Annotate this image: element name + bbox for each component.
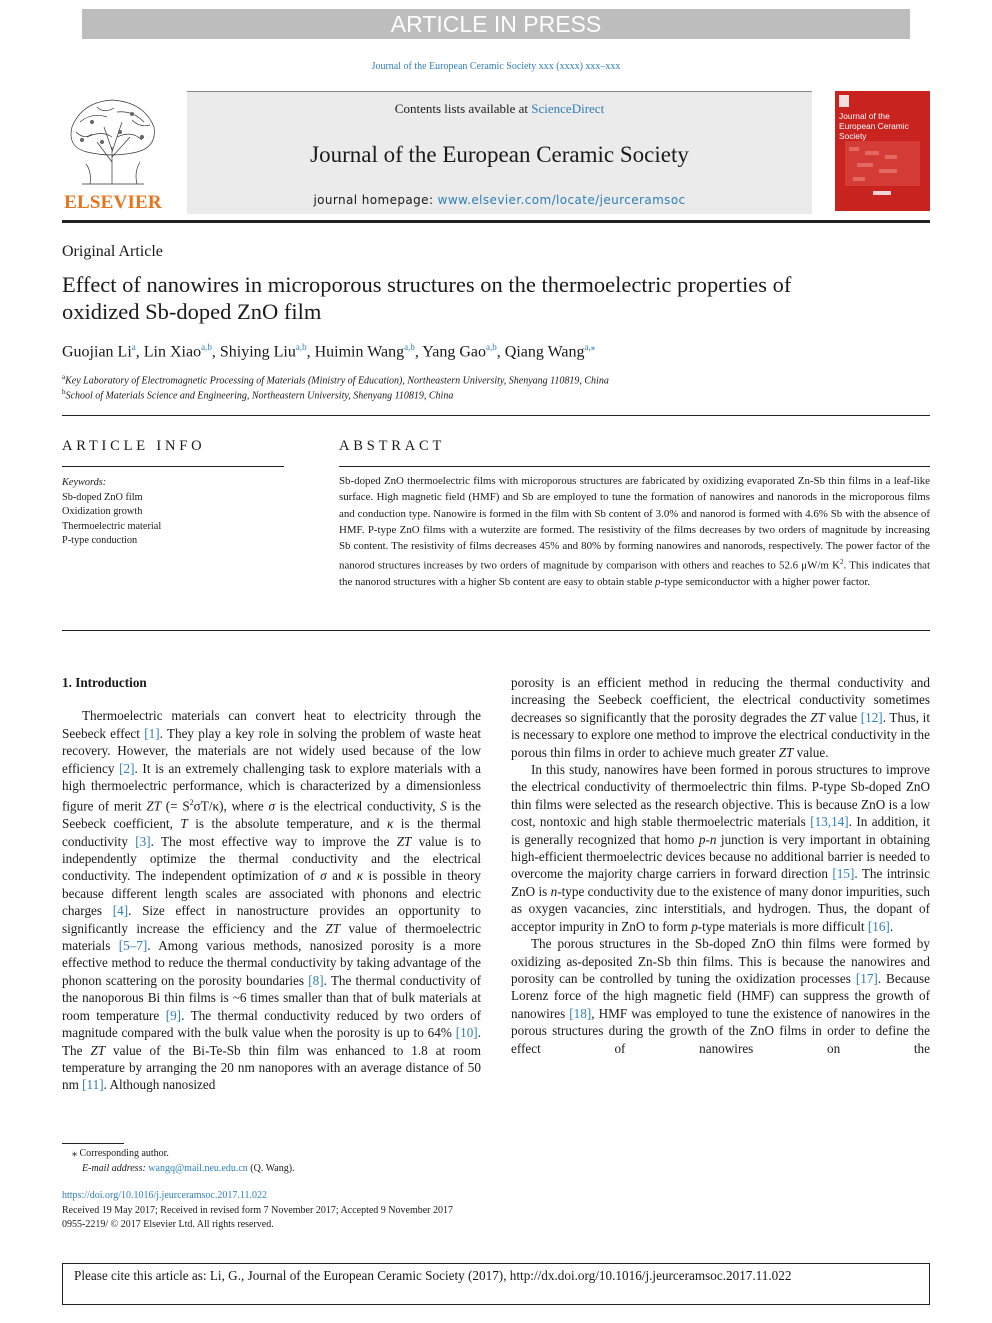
author-list: Guojian Li$^a$, Lin Xiao$^{a,b}$, Shiying Liu$^{a,b}$, Huimin Wang$^{a,b}$, Yang Gao$^{a,b}$, Qiang Wang$^{a,⁎}$ bbox=[62, 342, 596, 361]
intro-paragraph-1-continued: porosity is an efficient method in reducing the thermal conductivity and increasing the Seebeck coefficient, the electrical conductivity sometimes decreases so significantly that the porosity degrades the ZT value [12]. Thus, it is necessary to explore one method to improve the electrical conductivity in the porous thin films in order to achieve much greater ZT value. bbox=[511, 675, 931, 760]
abstract-rule bbox=[339, 466, 930, 467]
citation-link[interactable]: [18] bbox=[569, 1005, 592, 1021]
author-name[interactable]: Lin Xiao bbox=[143, 343, 202, 361]
citation-link[interactable]: [1] bbox=[144, 725, 160, 741]
citation-link[interactable]: [10] bbox=[455, 1025, 478, 1041]
author-affiliation-mark[interactable]: a,b bbox=[295, 342, 307, 352]
elsevier-wordmark: ELSEVIER bbox=[64, 192, 162, 213]
author-name[interactable]: Guojian Li bbox=[62, 343, 132, 361]
citation-link[interactable]: [15] bbox=[832, 866, 855, 882]
intro-paragraph-2: In this study, nanowires have been formed in porous structures to improve the electrical conductivity of thermoelectric thin films. P-type Sb-doped ZnO thin films were selected as the research objective. This is because ZnO is a low cost, nontoxic and high stable thermoelectric materials [13,14]. In addition, it is generally recognized that homo p-n junction is very important in obtaining high-efficient thermoelectric devices because no additional barrier is needed to overcome the majority charge carriers in forward direction [15]. The intrinsic ZnO is n-type conductivity due to the existence of many donor impurities, such as oxygen vacancies, zinc interstitials, and hydrogen. Thus, the dopant of acceptor impurity in ZnO to form p-type materials is more difficult [16]. bbox=[511, 762, 931, 934]
abstract-text bbox=[339, 473, 930, 591]
author-affiliation-mark[interactable]: a,b bbox=[404, 342, 415, 352]
abstract-bottom-rule bbox=[62, 630, 930, 631]
keyword-item: Thermoelectric material bbox=[62, 520, 162, 532]
affiliation-text: School of Materials Science and Engineering, Northeastern University, Shenyang 110819, China bbox=[65, 390, 454, 402]
journal-homepage bbox=[187, 193, 812, 207]
body-column-right bbox=[511, 674, 930, 1057]
citation-link[interactable]: [8] bbox=[308, 972, 324, 988]
citation-link[interactable]: [5–7] bbox=[118, 938, 148, 954]
author-affiliation-mark[interactable]: a bbox=[131, 342, 136, 352]
footnote-rule bbox=[62, 1143, 124, 1144]
citation-link[interactable]: [4] bbox=[112, 903, 129, 919]
affiliation-rule bbox=[62, 415, 930, 416]
elsevier-tree-icon bbox=[62, 92, 164, 192]
affiliation-b bbox=[62, 388, 922, 401]
body-column-left bbox=[62, 674, 481, 1094]
author-name[interactable]: Yang Gao bbox=[422, 343, 487, 361]
received-dates: Received 19 May 2017; Received in revised form 7 November 2017; Accepted 9 November 2017 bbox=[62, 1205, 454, 1216]
email-note bbox=[82, 1161, 295, 1176]
journal-reference-link[interactable]: Journal of the European Ceramic Society xxx (xxxx) xxx–xxx bbox=[371, 61, 621, 72]
citation-link[interactable]: [16] bbox=[867, 918, 890, 934]
abstract-heading: ABSTRACT bbox=[339, 438, 446, 454]
article-type: Original Article bbox=[62, 243, 163, 260]
author-name[interactable]: Huimin Wang bbox=[314, 343, 405, 361]
abstract-sentence: -type semiconductor with a higher power factor. bbox=[660, 576, 871, 589]
affiliation-text: Key Laboratory of Electromagnetic Processing of Materials (Ministry of Education), Northeastern University, Shenyang 110819, China bbox=[65, 375, 609, 387]
section-heading-introduction: 1. Introduction bbox=[62, 675, 147, 690]
email-label: E-mail address: bbox=[82, 1163, 149, 1174]
email-link[interactable]: wangq@mail.neu.edu.cn bbox=[148, 1163, 248, 1174]
copyright-line: 0955-2219/ © 2017 Elsevier Ltd. All rights reserved. bbox=[62, 1219, 274, 1230]
article-title: Effect of nanowires in microporous structures on the thermoelectric properties of oxidized Sb-doped ZnO film bbox=[62, 272, 792, 324]
journal-cover-image bbox=[835, 91, 930, 211]
contents-prefix: Contents lists available at bbox=[394, 101, 532, 116]
keywords-block bbox=[62, 476, 282, 549]
abstract-sentence: Sb-doped ZnO thermoelectric films with microporous structures are fabricated by oxidizing evaporated Zn-Sb thin films in a leaf-like surface. High magnetic field (HMF) and Sb are employed to tune the formation of nanowires and nanorods in the microporous films and conduction type. Nanowire is formed in the film with Sb content of 3.0% and nanorod is formed with 4.6% Sb with the absence of HMF. P-type ZnO films with a wuterzite are formed. The resistivity of the films decreases by two orders of magnitude by increasing Sb content. The resistivity of films decreases 45% and 80% by forming nanowires and nanorods, respectively. The power factor of the nanorod structures increases by two orders of magnitude by comparison with others and reaches to 52.6 μW/m K bbox=[339, 475, 930, 573]
homepage-link[interactable]: www.elsevier.com/locate/jeurceramsoc bbox=[437, 193, 686, 207]
citation-link[interactable]: [13,14] bbox=[810, 814, 849, 830]
doi-link[interactable]: https://doi.org/10.1016/j.jeurceramsoc.2017.11.022 bbox=[62, 1190, 267, 1201]
cover-title: Journal of the European Ceramic Society bbox=[839, 111, 909, 141]
email-suffix: (Q. Wang). bbox=[247, 1163, 295, 1174]
article-info-heading: ARTICLE INFO bbox=[62, 438, 206, 454]
article-in-press-banner: ARTICLE IN PRESS bbox=[82, 9, 910, 39]
citation-link[interactable]: [2] bbox=[119, 760, 135, 776]
intro-paragraph-1: Thermoelectric materials can convert heat to electricity through the Seebeck effect [1]. They play a key role in solving the problem of waste heat recovery. However, the materials are not widely used because of the low efficiency [2]. It is an extremely challenging task to explore materials with a high thermoelectric performance, which is characterized by a dimensionless figure of merit ZT (= $S^2\sigma T/\kappa$), where σ is the electrical conductivity, S is the Seebeck coefficient, T is the absolute temperature, and κ is the thermal conductivity [3]. The most effective way to improve the ZT value is to independently optimize the thermal conductivity and the electrical conductivity. The independent optimization of σ and κ is possible in theory because different length scales are associated with phonons and electric charges [4]. Size effect in nanostructure provides an opportunity to significantly increase the efficiency and the ZT value of thermoelectric materials [5–7]. Among various methods, nanosized porosity is a more effective method to reduce the thermal conductivity by taking advantage of the phonon scattering on the porosity boundaries [8]. The thermal conductivity of the nanoporous Bi thin films is ~6 times smaller than that of bulk materials at room temperature [9]. The thermal conductivity reduced by two orders of magnitude compared with the bulk value when the porosity is up to 64% [10]. The ZT value of the Bi-Te-Sb thin film was enhanced to 1.8 at room temperature by arranging the 20 nm nanopores with an average distance of 50 nm [11]. Although nanosized bbox=[62, 708, 482, 1093]
citation-link[interactable]: [3] bbox=[135, 833, 151, 849]
citation-link[interactable]: [17] bbox=[855, 970, 878, 986]
journal-title: Journal of the European Ceramic Society bbox=[310, 142, 689, 167]
header-rule bbox=[62, 220, 930, 223]
author-affiliation-mark[interactable]: a,b bbox=[486, 342, 497, 352]
corresponding-author-note: ⁎ Corresponding author. bbox=[72, 1148, 169, 1159]
contents-line bbox=[187, 101, 812, 117]
author-name[interactable]: Shiying Liu bbox=[219, 343, 296, 361]
abstract-sentence: . This indicates that the nanorod structures with a higher Sb content are easy to obtain stable bbox=[339, 560, 931, 589]
affiliation-mark: a bbox=[62, 373, 66, 381]
affiliation-mark: b bbox=[62, 388, 66, 396]
homepage-label: journal homepage: bbox=[313, 193, 438, 207]
keyword-item: Oxidization growth bbox=[62, 506, 143, 517]
citation-text: Please cite this article as: Li, G., Journal of the European Ceramic Society (2017), http://dx.doi.org/10.1016/j.jeurceramsoc.2017.11.022 bbox=[74, 1268, 792, 1283]
article-info-rule bbox=[62, 466, 284, 467]
author-affiliation-mark[interactable]: a,b bbox=[201, 342, 212, 352]
citation-link[interactable]: [11] bbox=[82, 1077, 104, 1093]
intro-paragraph-3: The porous structures in the Sb-doped ZnO thin films were formed by oxidizing as-deposited Zn-Sb thin films. This is because the nanowires and porosity can be controlled by tuning the oxidization processes [17]. Because Lorenz force of the high magnetic field (HMF) can suppress the growth of nanowires [18], HMF was employed to tune the existence of nanowires in the porous structures during the growth of the ZnO films in order to define the effect of nanowires on the bbox=[511, 936, 930, 1056]
keyword-item: Sb-doped ZnO film bbox=[62, 491, 143, 503]
keywords-label: Keywords: bbox=[62, 477, 107, 488]
author-name[interactable]: Qiang Wang bbox=[504, 343, 585, 361]
author-affiliation-mark[interactable]: a,⁎ bbox=[584, 342, 596, 352]
affiliation-a bbox=[62, 373, 922, 386]
cover-art-icon bbox=[835, 91, 930, 211]
citation-link[interactable]: [12] bbox=[860, 709, 883, 725]
sciencedirect-link[interactable]: ScienceDirect bbox=[531, 101, 605, 116]
keyword-item: P-type conduction bbox=[62, 535, 138, 546]
abstract-superscript: 2 bbox=[839, 558, 844, 567]
citation-link[interactable]: [9] bbox=[165, 1007, 182, 1023]
abstract-italic: p bbox=[655, 576, 661, 589]
